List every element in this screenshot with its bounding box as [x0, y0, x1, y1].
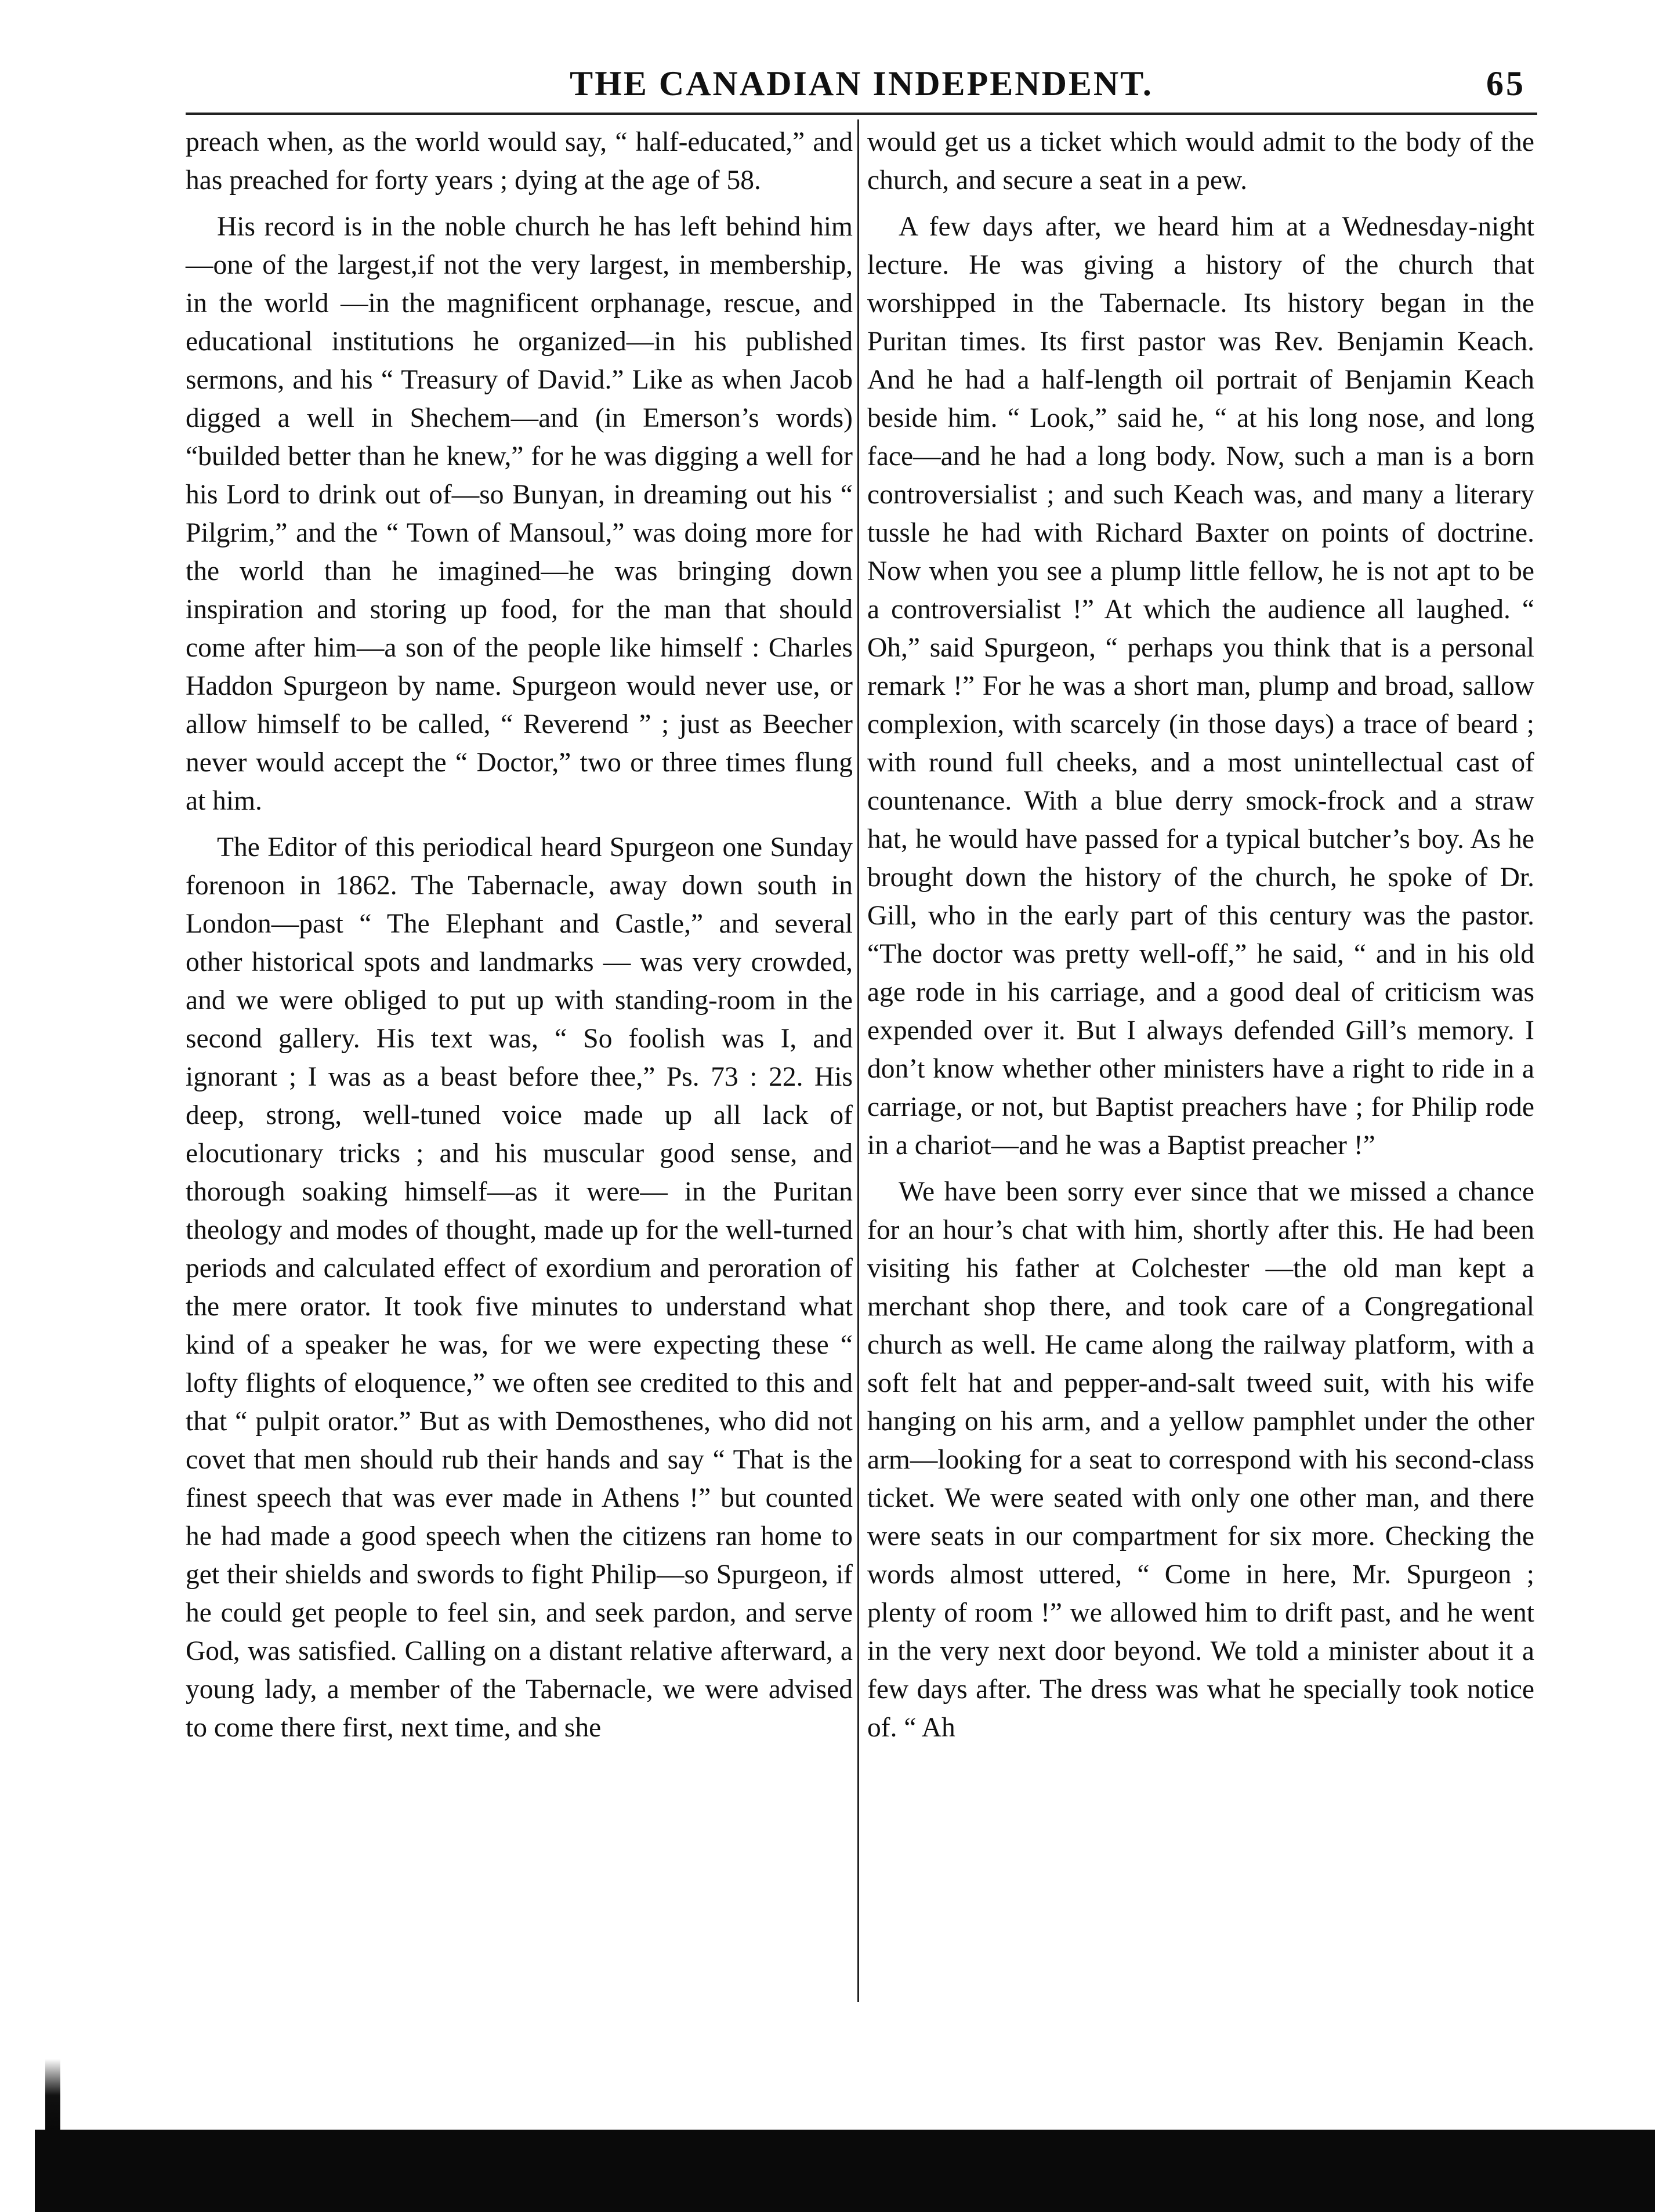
scan-bottom-edge — [35, 2130, 1655, 2212]
page-number: 65 — [1486, 64, 1526, 103]
running-title: THE CANADIAN INDEPENDENT. — [570, 64, 1153, 103]
paragraph: preach when, as the world would say, “ half-educated,” and has preached for forty years ; dying at the age of 58. — [186, 127, 853, 195]
paragraph: The Editor of this periodical heard Spurgeon one Sunday forenoon in 1862. The Tabernacle, away down south in London—past “ The Elephant and Castle,” and several other historical spots and landmarks — was very crowded, and we were obliged to put up with standing-room in the second gallery. His text was, “ So foolish was I, and ignorant ; I was as a beast before thee,” Ps. 73 : 22. His deep, strong, well-tuned voice made up all lack of elocutionary tricks ; and his muscular good sense, and thorough soaking himself—as it were— in the Puritan theology and modes of thought, made up for the well-turned periods and calculated effect of exordium and peroration of the mere orator. It took five minutes to understand what kind of a speaker he was, for we were expecting these “ lofty flights of eloquence,” we often see credited to this and that “ pulpit orator.” But as with Demosthenes, who did not covet that men should rub their hands and say “ That is the finest speech that was ever made in Athens !” but counted he had made a good speech when the citizens ran home to get their shields and swords to fight Philip—so Spurgeon, if he could get people to feel sin, and seek pardon, and serve God, was satisfied. Calling on a distant relative afterward, a young lady, a member of the Tabernacle, we were advised to come there first, next time, and she — [186, 832, 853, 1743]
paragraph: His record is in the noble church he has left behind him—one of the largest,if not the very largest, in membership, in the world —in the magnificent orphanage, rescue, and educational institutions he organized—in his published sermons, and his “ Treasury of David.” Like as when Jacob digged a well in Shechem—and (in Emerson’s words) “builded better than he knew,” for he was digging a well for his Lord to drink out of—so Bunyan, in dreaming out his “ Pilgrim,” and the “ Town of Mansoul,” was doing more for the world than he imagined—he was bringing down inspiration and storing up food, for the man that should come after him—a son of the people like himself : Charles Haddon Spurgeon by name. Spurgeon would never use, or allow himself to be called, “ Reverend ” ; just as Beecher never would accept the “ Doctor,” two or three times flung at him. — [186, 212, 853, 816]
paragraph: We have been sorry ever since that we missed a chance for an hour’s chat with him, shortly after this. He had been visiting his father at Colchester —the old man kept a merchant shop there, and took care of a Congregational church as well. He came along the railway platform, with a soft felt hat and pepper-and-salt tweed suit, with his wife hanging on his arm, and a yellow pamphlet under the other arm—looking for a seat to correspond with his second-class ticket. We were seated with only one other man, and there were seats in our compartment for six more. Checking the words almost uttered, “ Come in here, Mr. Spurgeon ; plenty of room !” we allowed him to drift past, and he went in the very next door beyond. We told a minister about it a few days after. The dress was what he specially took notice of. “ Ah — [867, 1177, 1534, 1743]
paragraph: would get us a ticket which would admit to the body of the church, and secure a seat in a pew. — [867, 127, 1534, 195]
header-rule — [186, 113, 1537, 115]
page-header — [186, 60, 1537, 107]
right-column — [867, 123, 1534, 1755]
left-column — [186, 123, 853, 1755]
column-divider — [857, 119, 859, 2002]
paragraph: A few days after, we heard him at a Wednesday-night lecture. He was giving a history of the church that worshipped in the Tabernacle. Its history began in the Puritan times. Its first pastor was Rev. Benjamin Keach. And he had a half-length oil portrait of Benjamin Keach beside him. “ Look,” said he, “ at his long nose, and long face—and he had a long body. Now, such a man is a born controversialist ; and such Keach was, and many a literary tussle he had with Richard Baxter on points of doctrine. Now when you see a plump little fellow, he is not apt to be a controversialist !” At which the audience all laughed. “ Oh,” said Spurgeon, “ perhaps you think that is a personal remark !” For he was a short man, plump and broad, sallow complexion, with scarcely (in those days) a trace of beard ; with round full cheeks, and a most unintellectual cast of countenance. With a blue derry smock-frock and a straw hat, he would have passed for a typical butcher’s boy. As he brought down the history of the church, he spoke of Dr. Gill, who in the early part of this century was the pastor. “The doctor was pretty well-off,” he said, “ and in his old age rode in his carriage, and a good deal of criticism was expended over it. But I always defended Gill’s memory. I don’t know whether other ministers have a right to ride in a carriage, or not, but Baptist preachers have ; for Philip rode in a chariot—and he was a Baptist preacher !” — [867, 212, 1534, 1161]
